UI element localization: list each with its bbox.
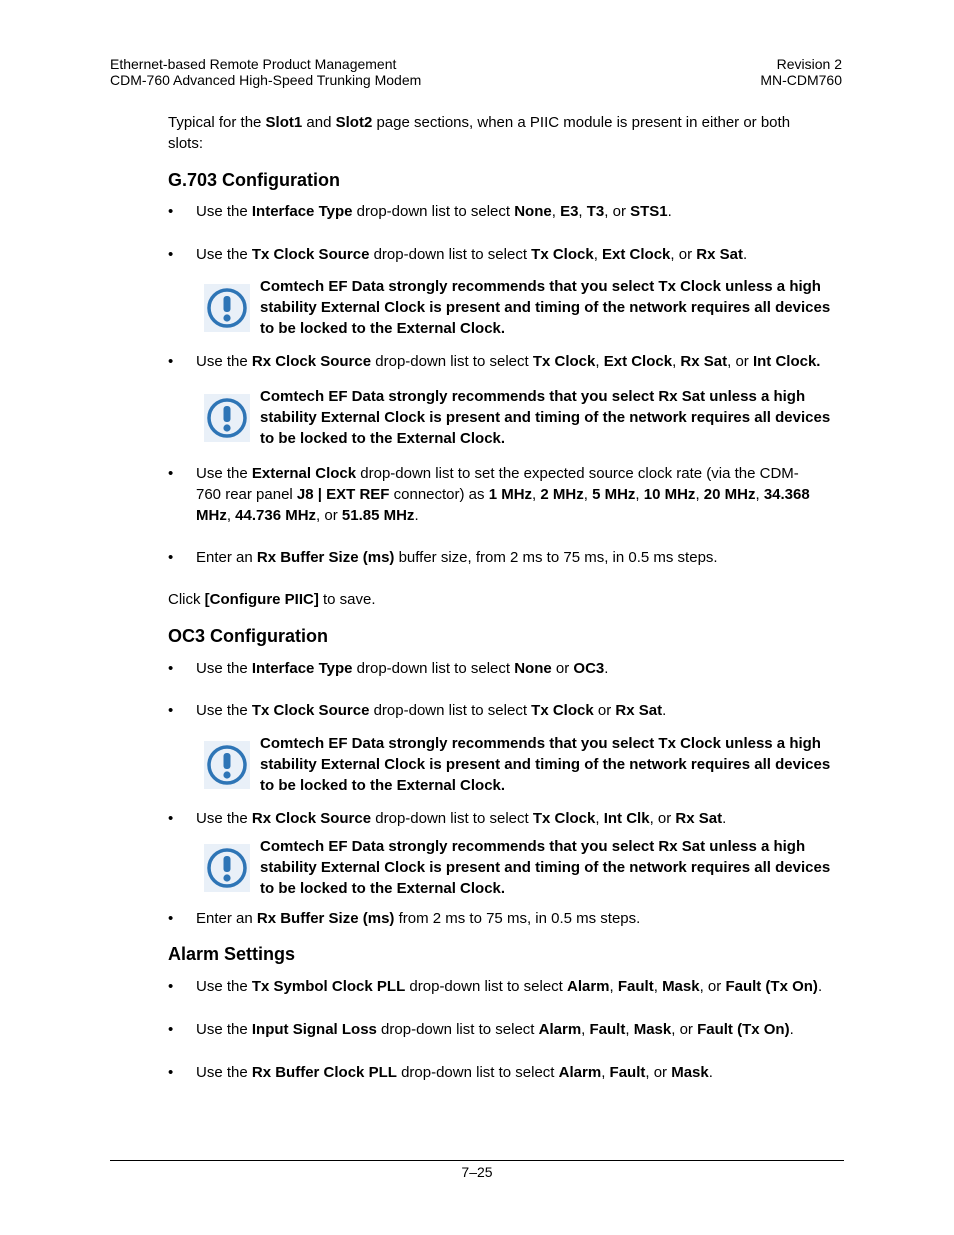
bold-text: Slot2 bbox=[335, 114, 373, 131]
running-header-right bbox=[760, 56, 842, 88]
exclamation-circle-icon bbox=[204, 284, 250, 332]
header-revision: Revision 2 bbox=[776, 56, 842, 72]
header-doc-title: Ethernet-based Remote Product Management bbox=[110, 56, 397, 72]
exclamation-circle-icon bbox=[204, 741, 250, 789]
important-note: Comtech EF Data strongly recommends that you select Rx Sat unless a high stability External Clock is present and timing of the network requires all devices to be locked to the External Clock. bbox=[204, 844, 844, 908]
header-product-title: CDM-760 Advanced High-Speed Trunking Modem bbox=[110, 72, 422, 88]
section-heading-oc3: OC3 Configuration bbox=[168, 626, 328, 646]
bullet-icon: • bbox=[168, 549, 174, 566]
bullet-icon: • bbox=[168, 1021, 174, 1038]
bullet-icon: • bbox=[168, 203, 174, 220]
important-note: Comtech EF Data strongly recommends that you select Rx Sat unless a high stability External Clock is present and timing of the network requires all devices to be locked to the External Clock. bbox=[204, 394, 844, 458]
bullet-icon: • bbox=[168, 246, 174, 263]
bullet-icon: • bbox=[168, 978, 174, 995]
intro-paragraph bbox=[168, 112, 828, 154]
text: Typical for the bbox=[168, 114, 266, 131]
section-heading-g703: G.703 Configuration bbox=[168, 170, 341, 190]
bold-text: Slot1 bbox=[265, 114, 303, 131]
running-header-left bbox=[110, 56, 421, 88]
bullet-icon: • bbox=[168, 702, 174, 719]
exclamation-circle-icon bbox=[204, 394, 250, 442]
bullet-icon: • bbox=[168, 910, 174, 927]
save-instruction: Click [Configure PIIC] to save. bbox=[168, 591, 376, 608]
bullet-icon: • bbox=[168, 810, 174, 827]
important-note: Comtech EF Data strongly recommends that you select Tx Clock unless a high stability External Clock is present and timing of the network requires all devices to be locked to the External Clock. bbox=[204, 284, 844, 348]
important-note: Comtech EF Data strongly recommends that you select Tx Clock unless a high stability External Clock is present and timing of the network requires all devices to be locked to the External Clock. bbox=[204, 741, 844, 805]
bullet-icon: • bbox=[168, 465, 174, 482]
bullet-icon: • bbox=[168, 660, 174, 677]
footer-divider bbox=[110, 1160, 844, 1161]
exclamation-circle-icon bbox=[204, 844, 250, 892]
section-heading-alarm-settings: Alarm Settings bbox=[168, 944, 296, 964]
text: and bbox=[302, 114, 336, 131]
text: page sections, when a PIIC module is present in either or both slots: bbox=[168, 114, 791, 152]
page-number: 7–25 bbox=[461, 1164, 493, 1180]
bullet-icon: • bbox=[168, 1064, 174, 1081]
header-doc-number: MN-CDM760 bbox=[760, 72, 842, 88]
bullet-icon: • bbox=[168, 353, 174, 370]
